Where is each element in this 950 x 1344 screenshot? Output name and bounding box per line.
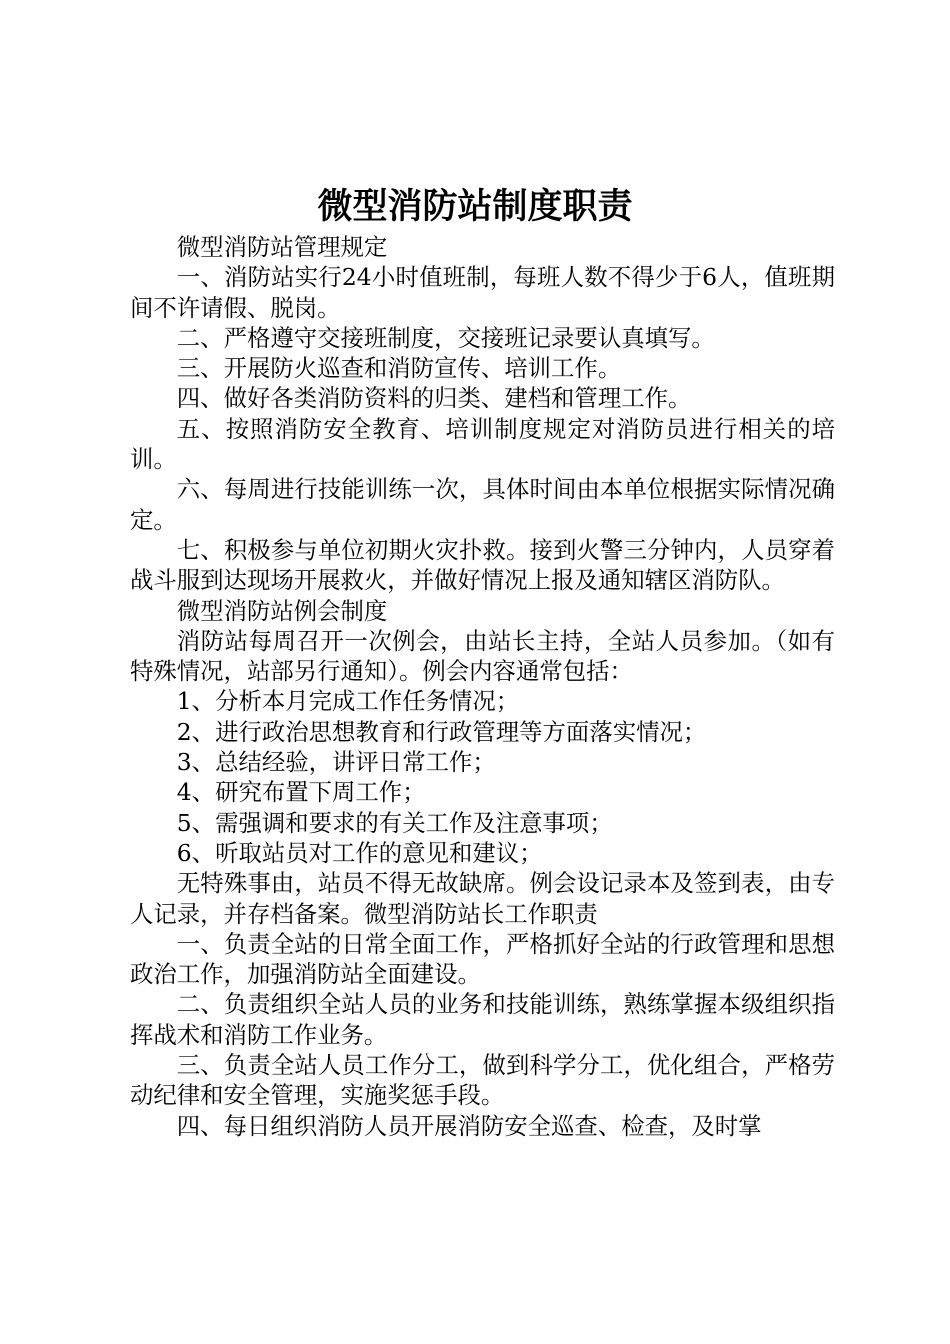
document-title: 微型消防站制度职责: [317, 186, 633, 227]
list-item: 5、需强调和要求的有关工作及注意事项；: [176, 808, 613, 837]
list-item: 2、进行政治思想教育和行政管理等方面落实情况；: [176, 717, 707, 746]
list-item: 1、分析本月完成工作任务情况；: [176, 687, 520, 716]
paragraph: 一、负责全站的日常全面工作，严格抓好全站的行政管理和思想政治工作，加强消防站全面建设。: [130, 929, 835, 989]
paragraph: 四、做好各类消防资料的归类、建档和管理工作。: [176, 384, 692, 413]
section-heading: 微型消防站管理规定: [176, 233, 388, 261]
paragraph: 无特殊事由，站员不得无故缺席。例会设记录本及签到表，由专人记录，并存档备案。微型消防站长工作职责: [130, 869, 835, 928]
paragraph: 五、按照消防安全教育、培训制度规定对消防员进行相关的培训。: [130, 414, 835, 474]
paragraph: 一、消防站实行24小时值班制，每班人数不得少于6人，值班期间不许请假、脱岗。: [130, 263, 835, 322]
document-body: [130, 232, 835, 1141]
paragraph: 六、每周进行技能训练一次，具体时间由本单位根据实际情况确定。: [130, 475, 835, 534]
list-item: 6、听取站员对工作的意见和建议；: [176, 838, 543, 867]
paragraph: 三、开展防火巡查和消防宣传、培训工作。: [176, 354, 622, 383]
paragraph: 四、每日组织消防人员开展消防安全巡查、检查，及时掌: [176, 1111, 762, 1140]
paragraph: 二、严格遵守交接班制度，交接班记录要认真填写。: [176, 323, 715, 352]
section-heading: 微型消防站例会制度: [176, 596, 388, 625]
paragraph: 三、负责全站人员工作分工，做到科学分工，优化组合，严格劳动纪律和安全管理，实施奖惩手段。: [130, 1051, 835, 1110]
list-item: 4、研究布置下周工作；: [176, 778, 426, 807]
paragraph: 二、负责组织全站人员的业务和技能训练，熟练掌握本级组织指挥战术和消防工作业务。: [130, 990, 835, 1049]
paragraph: 七、积极参与单位初期火灾扑救。接到火警三分钟内，人员穿着战斗服到达现场开展救火，并做好情况上报及通知辖区消防队。: [130, 535, 835, 595]
list-item: 3、总结经验，讲评日常工作；: [176, 748, 496, 777]
paragraph: 消防站每周召开一次例会，由站长主持，全站人员参加。（如有特殊情况，站部另行通知）。例会内容通常包括：: [130, 626, 835, 686]
